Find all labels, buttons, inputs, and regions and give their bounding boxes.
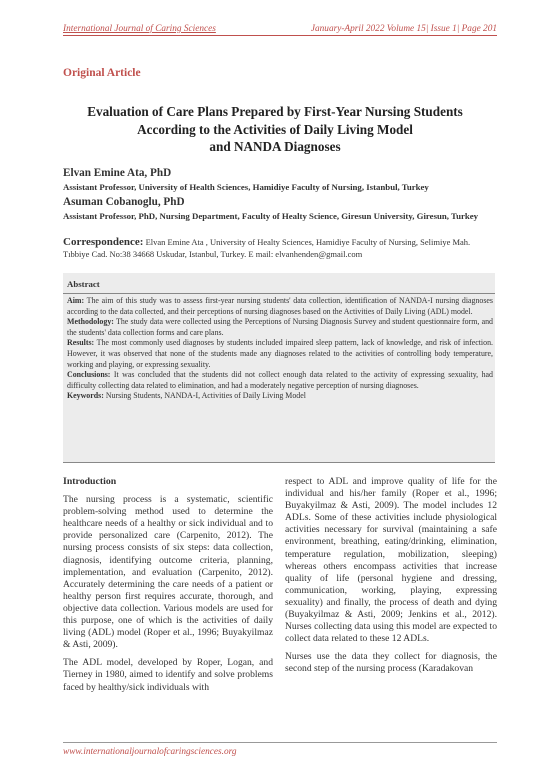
correspondence-text: Elvan Emine Ata , University of Healty Sciences, Hamidiye Faculty of Nursing, Selimiye Mah. Tıbbiye Cad. No:38 34668 Uskudar, Istanbul, Turkey. E mail: elvanhenden@gmail.com [63,237,471,259]
title-line: According to the Activities of Daily Living Model [137,121,413,137]
aim-text: The aim of this study was to assess first-year nursing students' data collection, identification of NANDA-I nursing diagnoses according to the data collected, and their perceptions of nursing diagnoses based on the Activities of Daily Living (ADL) model. [67,296,493,316]
abstract-bottom-divider [63,462,495,463]
abstract-conclusions [67,370,493,391]
keywords-text: Nursing Students, NANDA-I, Activities of Daily Living Model [105,391,306,401]
abstract-methodology [67,317,493,338]
results-label: Results: [67,338,95,348]
abstract-heading: Abstract [67,279,100,289]
title-line: Evaluation of Care Plans Prepared by First-Year Nursing Students [87,104,463,119]
body-paragraph: The nursing process is a systematic, scientific problem-solving method used to determine the healthcare needs of a healthy or sick individual and to provide personalized care (Carpenito, 2012). The nursing process consists of six steps: data collection, diagnosis, identifying outcome criteria, planning, implementation, and evaluation (Carpenito, 2012). Accurately determining the care needs of a patient or healthy person first requires accurate, thorough, and objective data collection. Various models are used for this purpose, one of which is the activities of daily living (ADL) model (Roper et al., 1996; Buyakyilmaz & Asti, 2009). [63,494,273,651]
conclusions-text: It was concluded that the students did not collect enough data related to the activity of expressing sexuality, had difficulty collecting data related to elimination, and had a moderately negative perception of nursing diagnoses. [67,370,493,390]
methodology-text: The study data were collected using the Perceptions of Nursing Diagnosis Survey and student questionnaire form, and the students' data collection forms and care plans. [67,317,493,337]
footer-divider [63,742,497,743]
journal-header [63,24,497,36]
author-name: Elvan Emine Ata, PhD [63,167,172,179]
author-affiliation: Assistant Professor, University of Health Sciences, Hamidiye Faculty of Nursing, Istanbul, Turkey [63,182,429,192]
author-affiliation: Assistant Professor, PhD, Nursing Department, Faculty of Healty Science, Giresun University, Giresun, Turkey [63,211,479,221]
journal-website-link[interactable]: www.internationaljournalofcaringsciences.org [63,747,237,757]
abstract-keywords [67,391,493,402]
article-title [63,103,487,156]
keywords-label: Keywords: [67,391,104,401]
body-column-right [285,476,497,682]
abstract-results [67,338,493,370]
body-column-left [63,476,273,700]
body-paragraph: The ADL model, developed by Roper, Logan, and Tierney in 1980, aimed to identify and solve problems faced by healthy/sick individuals with [63,657,273,693]
article-type: Original Article [63,67,141,79]
body-paragraph: Nurses use the data they collect for diagnosis, the second step of the nursing process (Karadakovan [285,651,497,675]
body-paragraph: respect to ADL and improve quality of life for the individual and his/her family (Roper et al., 1996; Buyakyilmaz & Asti, 2009). The model includes 12 ADLs. Some of these activities include physiological activities necessary for survival (maintaining a safe environment, breathing, eating/drinking, elimination, temperature regulation, mobilization, sleeping) whereas others encompass activities that increase quality of life (personal hygiene and dressing, communication, working, playing, expressing sexuality) and finally, the process of death and dying (Buyakyilmaz & Asti, 2009; Jenkins et al., 2012). Nurses collecting data using this model are expected to collect data related to these 12 ADLs. [285,476,497,645]
methodology-label: Methodology: [67,317,114,327]
author-name: Asuman Cobanoglu, PhD [63,196,185,208]
issue-info: January-April 2022 Volume 15| Issue 1| Page 201 [310,24,497,34]
title-line: and NANDA Diagnoses [209,139,341,154]
abstract-text [67,296,493,402]
correspondence [63,236,493,260]
conclusions-label: Conclusions: [67,370,111,380]
abstract-aim [67,296,493,317]
abstract-box [63,273,495,463]
journal-name: International Journal of Caring Sciences [63,24,216,34]
aim-label: Aim: [67,296,85,305]
results-text: The most commonly used diagnoses by students included impaired sleep pattern, lack of knowledge, and risk of infection. However, it was observed that none of the students made any diagnoses related to the activities of controlling body temperature, working and playing, or expressing sexuality. [67,338,493,369]
introduction-heading: Introduction [63,476,117,487]
abstract-divider [63,293,495,294]
correspondence-label: Correspondence: [63,236,144,248]
